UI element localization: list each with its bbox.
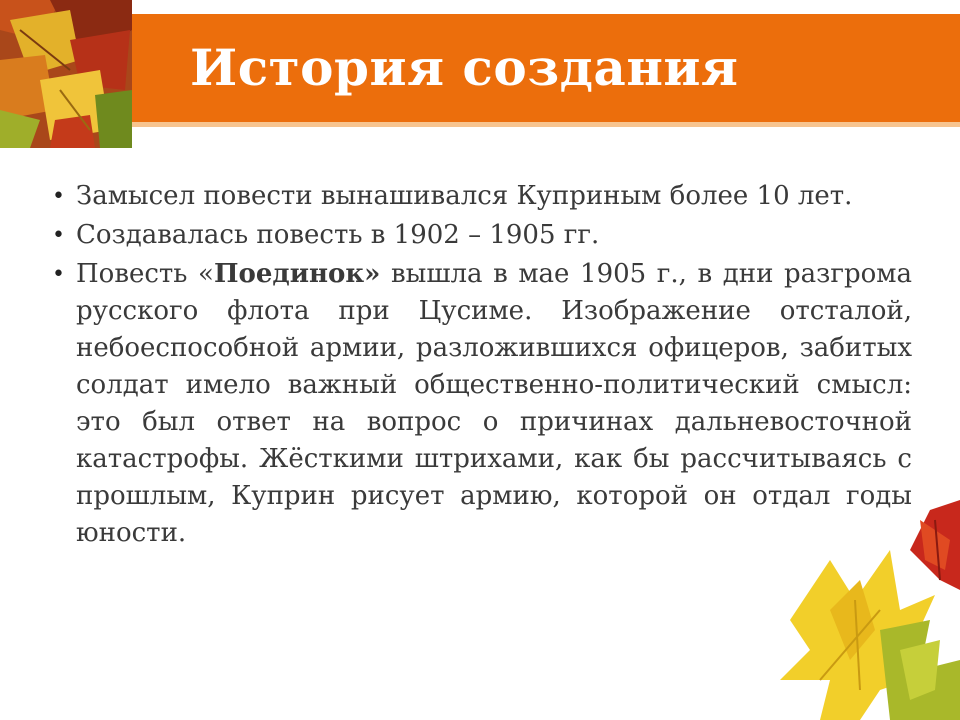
bullet-glyph: •	[52, 262, 65, 287]
bullet-text: Замысел повести вынашивался Куприным более 10 лет.	[76, 181, 853, 211]
slide-title: История создания	[190, 38, 739, 97]
autumn-leaves-image	[0, 0, 132, 148]
bullet-text-suffix: вышла в мае 1905 г., в дни разгрома русского флота при Цусиме. Изображение отсталой, небоеспособной армии, разложившихся офицеров, забитых солдат имело важный общественно-политический смысл: это был ответ на вопрос о причинах дальневосточной катастрофы. Жёсткими штрихами, как бы рассчитываясь с прошлым, Куприн рисует армию, которой он отдал годы юности.	[76, 259, 912, 548]
autumn-leaves-graphic	[0, 0, 132, 148]
bullet-glyph: •	[52, 184, 65, 209]
bullet-item	[52, 178, 912, 215]
header-accent-line	[132, 122, 960, 127]
maple-leaves-graphic	[760, 500, 960, 720]
bullet-text: Создавалась повесть в 1902 – 1905 гг.	[76, 220, 600, 250]
story-title-bold: Поединок»	[213, 259, 381, 289]
slide-content	[52, 178, 912, 554]
bullet-glyph: •	[52, 223, 65, 248]
bullet-text-prefix: Повесть «	[76, 259, 214, 289]
bullet-item	[52, 217, 912, 254]
maple-leaves-image	[760, 500, 960, 720]
